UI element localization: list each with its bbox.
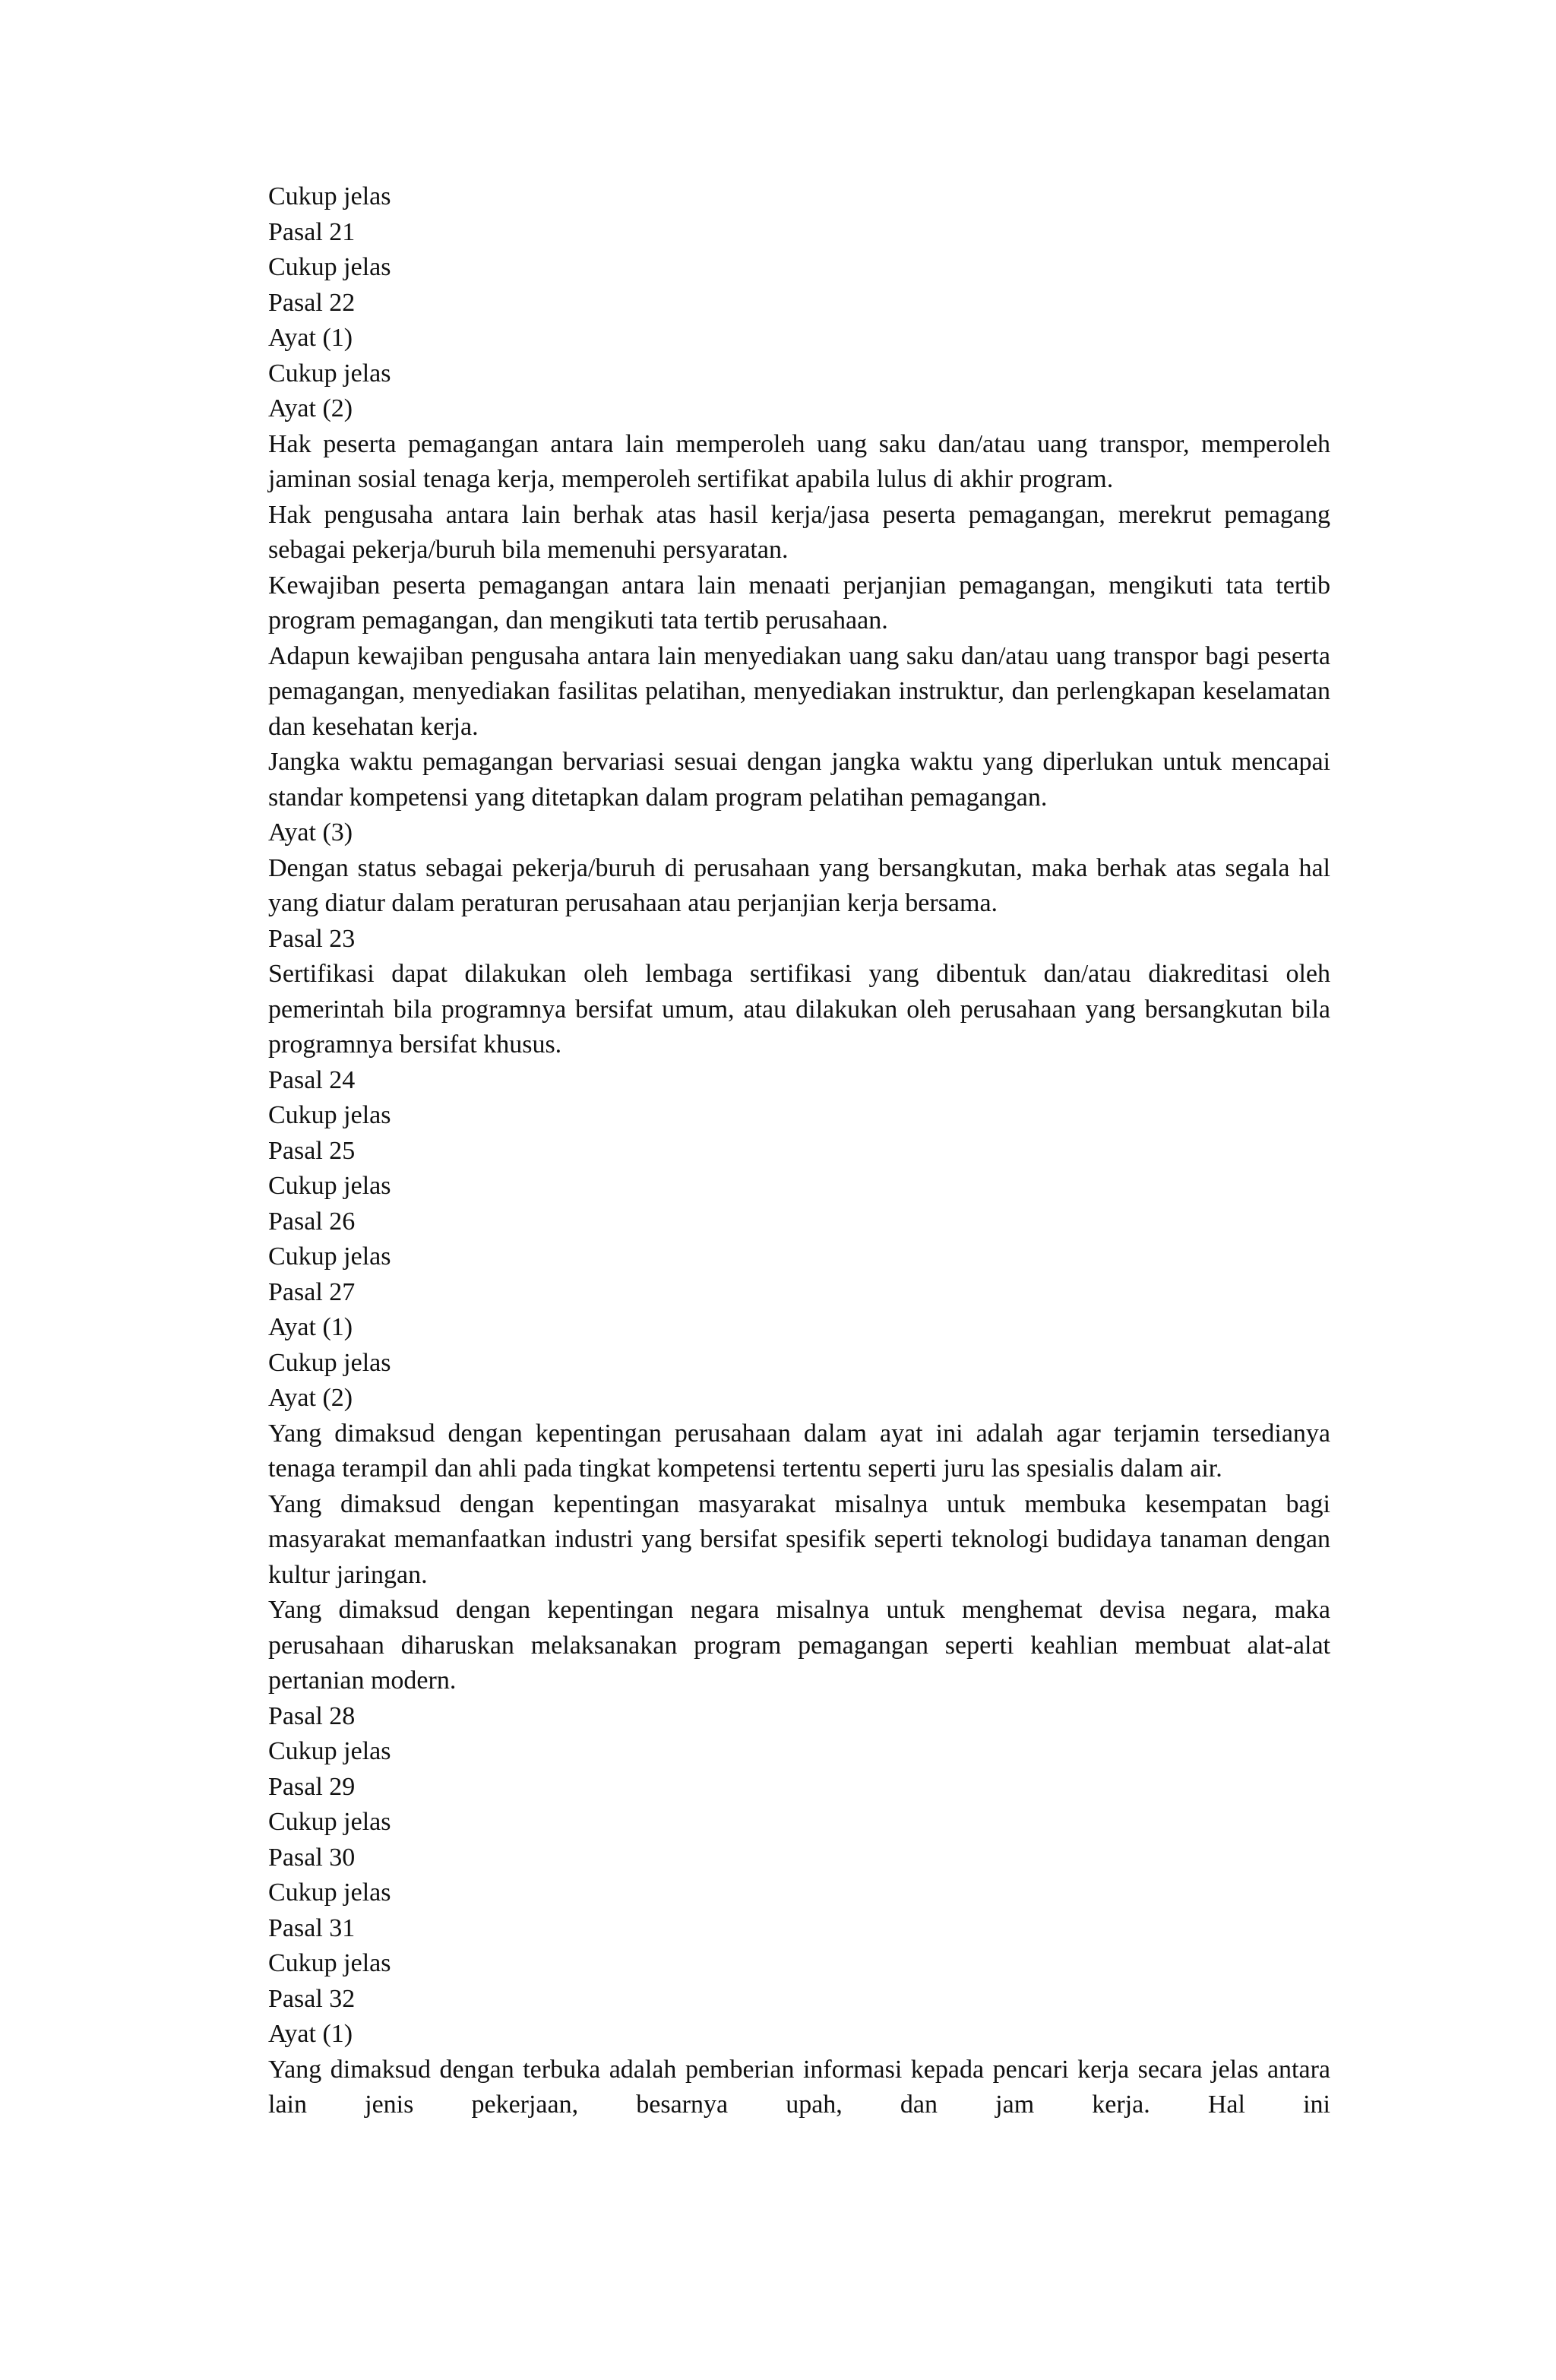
paragraph: Kewajiban peserta pemagangan antara lain menaati perjanjian pemagangan, mengikuti tata tertib program pemagangan, dan mengikuti tata tertib perusahaan. bbox=[268, 571, 1330, 635]
article-heading: Pasal 25 bbox=[268, 1136, 356, 1165]
paragraph: Sertifikasi dapat dilakukan oleh lembaga sertifikasi yang dibentuk dan/atau diakreditasi oleh pemerintah bila programnya bersifat umum, atau dilakukan oleh perusahaan yang bersangkutan bila programnya bersifat khusus. bbox=[268, 960, 1330, 1059]
article-heading: Pasal 31 bbox=[268, 1913, 356, 1942]
explanation-line: Cukup jelas bbox=[268, 1808, 391, 1836]
paragraph: Jangka waktu pemagangan bervariasi sesuai dengan jangka waktu yang diperlukan untuk mencapai standar kompetensi yang ditetapkan dalam program pelatihan pemagangan. bbox=[268, 748, 1330, 812]
article-heading: Pasal 32 bbox=[268, 1984, 356, 2013]
paragraph: Hak peserta pemagangan antara lain memperoleh uang saku dan/atau uang transpor, memperoleh jaminan sosial tenaga kerja, memperoleh sertifikat apabila lulus di akhir program. bbox=[268, 429, 1330, 493]
article-heading: Pasal 27 bbox=[268, 1277, 356, 1306]
paragraph: Adapun kewajiban pengusaha antara lain menyediakan uang saku dan/atau uang transpor bagi peserta pemagangan, menyediakan fasilitas pelatihan, menyediakan instruktur, dan perlengkapan keselamatan dan kesehatan kerja. bbox=[268, 641, 1330, 741]
explanation-line: Cukup jelas bbox=[268, 1737, 391, 1765]
explanation-line: Cukup jelas bbox=[268, 1878, 391, 1907]
clause-heading: Ayat (1) bbox=[268, 2020, 353, 2048]
paragraph: Yang dimaksud dengan kepentingan masyarakat misalnya untuk membuka kesempatan bagi masyarakat memanfaatkan industri yang bersifat spesifik seperti teknologi budidaya tanaman dengan kultur jaringan. bbox=[268, 1489, 1330, 1589]
clause-heading: Ayat (2) bbox=[268, 394, 353, 423]
article-heading: Pasal 29 bbox=[268, 1772, 356, 1801]
explanation-line: Cukup jelas bbox=[268, 1172, 391, 1200]
document-page bbox=[268, 179, 1330, 2123]
paragraph: Yang dimaksud dengan kepentingan perusahaan dalam ayat ini adalah agar terjamin tersedianya tenaga terampil dan ahli pada tingkat kompetensi tertentu seperti juru las spesialis dalam air. bbox=[268, 1419, 1330, 1483]
article-heading: Pasal 23 bbox=[268, 924, 356, 953]
clause-heading: Ayat (2) bbox=[268, 1384, 353, 1412]
paragraph: Yang dimaksud dengan kepentingan negara misalnya untuk menghemat devisa negara, maka perusahaan diharuskan melaksanakan program pemagangan seperti keahlian membuat alat-alat pertanian modern. bbox=[268, 1596, 1330, 1695]
explanation-line: Cukup jelas bbox=[268, 359, 391, 388]
explanation-line: Cukup jelas bbox=[268, 1242, 391, 1271]
article-heading: Pasal 24 bbox=[268, 1065, 356, 1094]
article-heading: Pasal 21 bbox=[268, 217, 356, 246]
article-heading: Pasal 26 bbox=[268, 1207, 356, 1236]
explanation-line: Cukup jelas bbox=[268, 253, 391, 281]
article-heading: Pasal 22 bbox=[268, 288, 356, 317]
explanation-line: Cukup jelas bbox=[268, 1949, 391, 1977]
explanation-line: Cukup jelas bbox=[268, 1348, 391, 1377]
clause-heading: Ayat (1) bbox=[268, 324, 353, 352]
clause-heading: Ayat (3) bbox=[268, 818, 353, 847]
article-heading: Pasal 28 bbox=[268, 1701, 356, 1730]
clause-heading: Ayat (1) bbox=[268, 1313, 353, 1341]
explanation-line: Cukup jelas bbox=[268, 1101, 391, 1129]
paragraph: Hak pengusaha antara lain berhak atas hasil kerja/jasa peserta pemagangan, merekrut pemagang sebagai pekerja/buruh bila memenuhi persyaratan. bbox=[268, 500, 1330, 564]
paragraph: Yang dimaksud dengan terbuka adalah pemberian informasi kepada pencari kerja secara jelas antara lain jenis pekerjaan, besarnya upah, dan jam kerja. Hal ini bbox=[268, 2055, 1330, 2119]
paragraph: Dengan status sebagai pekerja/buruh di perusahaan yang bersangkutan, maka berhak atas segala hal yang diatur dalam peraturan perusahaan atau perjanjian kerja bersama. bbox=[268, 853, 1330, 917]
explanation-line: Cukup jelas bbox=[268, 182, 391, 210]
article-heading: Pasal 30 bbox=[268, 1843, 356, 1872]
